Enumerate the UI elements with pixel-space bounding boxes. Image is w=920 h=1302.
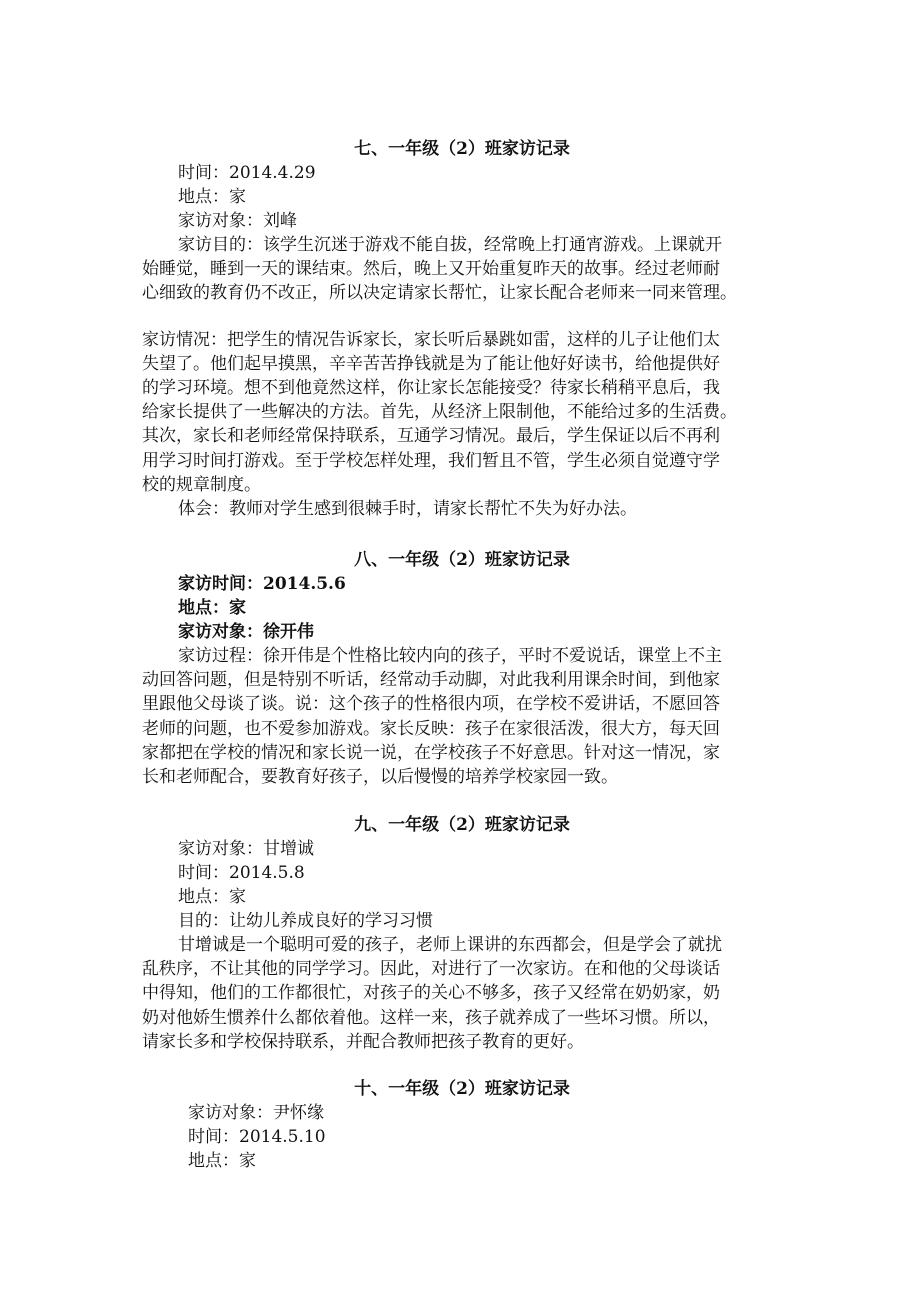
section-7-situation: 家访情况：把学生的情况告诉家长，家长听后暴跳如雷，这样的儿子让他们太 失望了。他们起早摸黑，辛辛苦苦挣钱就是为了能让他好好读书，给他提供好 的学习环境。想不到他竟然这样，你让家长怎能接受？待家长稍稍平息后，我 给家长提供了一些解决的方法。首先，从经济上限制他，不能给过多的生活费。 其次，家长和老师经常保持联系，互通学习情况。最后，学生保证以后不再利 用学习时间打游戏。至于学校怎样处理，我们暂且不管，学生必须自觉遵守学 校的规章制度。 xyxy=(142,329,737,495)
section-7-time: 时间：2014.4.29 xyxy=(178,163,316,183)
section-9-time: 时间：2014.5.8 xyxy=(178,863,305,883)
section-7-place: 地点：家 xyxy=(178,187,246,207)
section-9-target: 家访对象：甘增诚 xyxy=(178,839,314,859)
section-9-title: 九、一年级（2）班家访记录 xyxy=(354,815,570,835)
section-8-title: 八、一年级（2）班家访记录 xyxy=(354,550,570,570)
section-8 xyxy=(142,548,782,789)
section-10-place: 地点：家 xyxy=(188,1151,256,1171)
section-10 xyxy=(142,1077,782,1173)
section-9 xyxy=(142,813,782,1054)
section-7-purpose: 家访目的：该学生沉迷于游戏不能自拔，经常晚上打通宵游戏。上课就开 始睡觉，睡到一天的课结束。然后，晚上又开始重复昨天的故事。经过老师耐 心细致的教育仍不改正，所以决定请家长帮忙，让家长配合老师来一同来管理。 xyxy=(142,235,737,304)
section-9-place: 地点：家 xyxy=(178,887,246,907)
section-8-target: 家访对象：徐开伟 xyxy=(178,622,314,642)
section-9-body: 甘增诚是一个聪明可爱的孩子，老师上课讲的东西都会，但是学会了就扰 乱秩序，不让其他的同学学习。因此，对进行了一次家访。在和他的父母谈话 中得知，他们的工作都很忙，对孩子的关心不够多，孩子又经常在奶奶家，奶 奶对他娇生惯养什么都依着他。这样一来，孩子就养成了一些坏习惯。所以， 请家长多和学校保持联系，并配合教师把孩子教育的更好。 xyxy=(142,935,722,1052)
section-7 xyxy=(142,137,782,521)
section-10-time: 时间：2014.5.10 xyxy=(188,1127,326,1147)
section-7-target: 家访对象：刘峰 xyxy=(178,211,297,231)
section-10-target: 家访对象：尹怀缘 xyxy=(188,1103,324,1123)
section-10-title: 十、一年级（2）班家访记录 xyxy=(354,1079,570,1099)
section-7-reflection: 体会：教师对学生感到很棘手时，请家长帮忙不失为好办法。 xyxy=(178,499,637,520)
section-8-process: 家访过程：徐开伟是个性格比较内向的孩子，平时不爱说话，课堂上不主 动回答问题，但是特别不听话，经常动手动脚，对此我利用课余时间，到他家 里跟他父母谈了谈。说：这个孩子的性格很内项，在学校不爱讲话，不愿回答 老师的问题，也不爱参加游戏。家长反映：孩子在家很活泼，很大方，每天回 家都把在学校的情况和家长说一说，在学校孩子不好意思。针对这一情况，家 长和老师配合，要教育好孩子，以后慢慢的培养学校家园一致。 xyxy=(142,646,722,788)
section-7-title: 七、一年级（2）班家访记录 xyxy=(354,139,570,159)
section-8-place: 地点：家 xyxy=(178,598,246,618)
section-8-time: 家访时间：2014.5.6 xyxy=(178,574,346,594)
section-9-goal: 目的：让幼儿养成良好的学习习惯 xyxy=(178,911,433,931)
